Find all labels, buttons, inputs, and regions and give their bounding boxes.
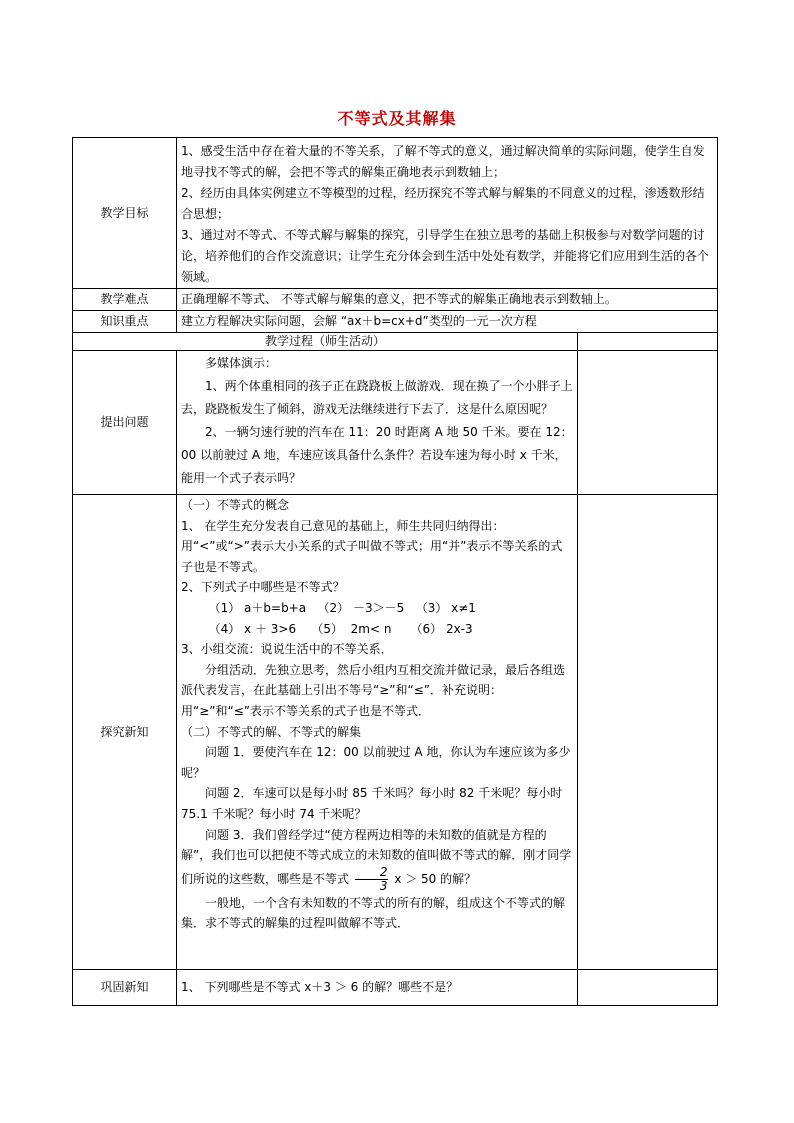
goal-line-1: 1、感受生活中存在着大量的不等关系，了解不等式的意义，通过解决简单的实际问题，使学生自发地寻找不等式的解，会把不等式的解集正确地表示到数轴上； [181, 144, 705, 179]
explore-question-1: 问题 1．要使汽车在 12：00 以前驶过 A 地，你认为车速应该为多少呢？ [181, 745, 571, 780]
raise-intro: 多媒体演示： [205, 356, 278, 370]
raise-notes-cell [578, 351, 718, 495]
raise-problem-2: 2、一辆匀速行驶的汽车在 11：20 时距离 A 地 50 千米。要在 12：00 以前驶过 A 地，车速应该具备什么条件？若设车速为每小时 x 千米，能用一个式子表示吗？ [181, 425, 573, 485]
raise-problem-1: 1、两个体重相同的孩子正在跷跷板上做游戏．现在换了一个小胖子上去，跷跷板发生了倾斜，游戏无法继续进行下去了．这是什么原因呢？ [181, 379, 573, 416]
explore-examples-row-1: （1） a＋b=b+a （2） －3＞－5 （3） x≠1 [208, 600, 476, 615]
label-teaching-goals: 教学目标 [73, 138, 177, 289]
content-teaching-goals [177, 138, 718, 289]
row-explore [73, 495, 718, 970]
content-explore [177, 495, 578, 970]
document-title: 不等式及其解集 [337, 109, 457, 128]
teaching-process-header: 教学过程（师生活动） [73, 333, 578, 351]
question-3-inequality: x ＞ 50 的解？ [394, 871, 477, 886]
explore-question-2: 问题 2．车速可以是每小时 85 千米吗？每小时 82 千米呢？每小时 75.1 千米呢？每小时 74 千米呢？ [181, 786, 563, 821]
explore-group-activity: 分组活动．先独立思考，然后小组内互相交流并做记录，最后各组选派代表发言，在此基础上引出不等号“≥”和“≤”．补充说明：用“≥”和“≤”表示不等关系的式子也是不等式． [181, 662, 566, 718]
goal-line-3: 3、通过对不等式、不等式解与解集的探究，引导学生在独立思考的基础上积极参与对数学问题的讨论，培养他们的合作交流意识；让学生充分体会到生活中处处有数学，并能将它们应用到生活的各个领域。 [181, 228, 710, 284]
explore-step-2: 2、下列式子中哪些是不等式？ [181, 580, 345, 595]
row-raise-question [73, 351, 718, 495]
consolidate-notes-cell [578, 970, 718, 1006]
explore-heading-1: （一）不等式的概念 [181, 498, 290, 512]
explore-notes-cell [578, 495, 718, 970]
label-key-points: 知识重点 [73, 311, 177, 333]
label-explore: 探究新知 [73, 495, 177, 970]
label-teaching-difficulty: 教学难点 [73, 289, 177, 311]
row-teaching-process-header [73, 333, 718, 351]
process-notes-header-cell [578, 333, 718, 351]
row-teaching-goals [73, 138, 718, 289]
content-teaching-difficulty: 正确理解不等式、 不等式解与解集的意义，把不等式的解集正确地表示到数轴上。 [177, 289, 718, 311]
explore-heading-2: （二）不等式的解、不等式的解集 [181, 724, 362, 739]
fraction-numerator: 2 [355, 866, 389, 880]
explore-conclusion: 一般地，一个含有未知数的不等式的所有的解，组成这个不等式的解集．求不等式的解集的过程叫做解不等式． [181, 895, 566, 931]
content-consolidate: 1、 下列哪些是不等式 x＋3 ＞ 6 的解？哪些不是？ [177, 970, 578, 1006]
explore-examples-row-2: （4） x ＋ 3>6 （5） 2m< n （6） 2x-3 [208, 621, 473, 636]
fraction-two-thirds [355, 866, 389, 893]
content-raise-question [177, 351, 578, 495]
label-raise-question: 提出问题 [73, 351, 177, 495]
explore-question-3 [181, 825, 573, 893]
goal-line-2: 2、经历由具体实例建立不等模型的过程，经历探究不等式解与解集的不同意义的过程，渗透数形结合思想； [181, 186, 705, 221]
fraction-denominator: 3 [379, 878, 388, 893]
row-key-points [73, 311, 718, 333]
question-3-text: 问题 3．我们曾经学过“使方程两边相等的未知数的值就是方程的解”，我们也可以把使不等式成立的未知数的值叫做不等式的解．刚才同学们所说的这些数，哪些是不等式 [181, 827, 572, 886]
content-key-points: 建立方程解决实际问题，会解 “ax＋b=cx+d”类型的一元一次方程 [177, 311, 718, 333]
row-teaching-difficulty [73, 289, 718, 311]
explore-step-1: 1、 在学生充分发表自己意见的基础上，师生共同归纳得出：用“<”或“>”表示大小关系的式子叫做不等式；用“并”表示不等关系的式子也是不等式。 [181, 518, 563, 574]
label-consolidate: 巩固新知 [73, 970, 177, 1006]
row-consolidate [73, 970, 718, 1006]
lesson-plan-table [72, 137, 718, 1006]
explore-step-3: 3、小组交流：说说生活中的不等关系． [181, 642, 393, 657]
